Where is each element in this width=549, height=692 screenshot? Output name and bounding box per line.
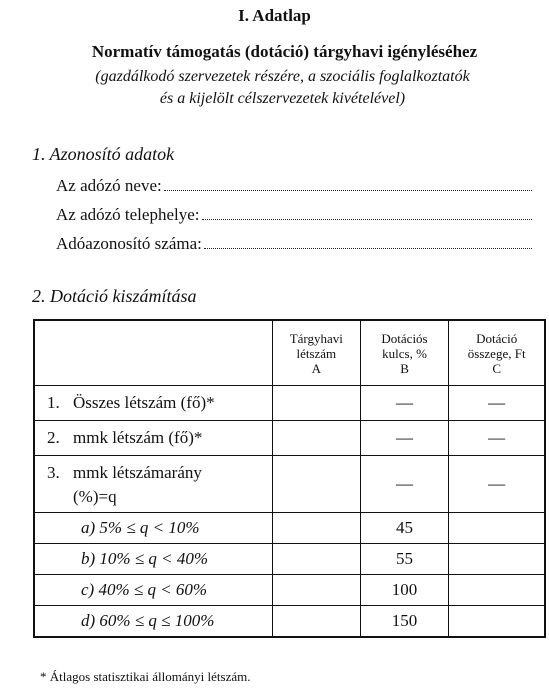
table-row [34, 513, 545, 544]
table-row [34, 544, 545, 575]
column-c-line2: összege, Ft [467, 345, 526, 361]
column-a-line1: Tárgyhavi [289, 330, 343, 346]
form-note-line1: (gazdálkodó szervezetek részére, a szociális foglalkoztatók [95, 68, 470, 85]
form-subtitle: Normatív támogatás (dotáció) tárgyhavi igényléséhez [91, 42, 478, 61]
subrow-c-amount[interactable] [449, 575, 545, 606]
cell-mmk-headcount-b: — [360, 421, 449, 456]
column-header-a [272, 320, 360, 386]
subrow-a-rate: 45 [360, 513, 449, 544]
row-number: 2. [47, 428, 60, 447]
form-note-line2: és a kijelölt célszervezetek kivételével) [159, 90, 406, 107]
subrow-label-a: a) 5% ≤ q < 10% [34, 513, 272, 544]
subrow-d-cell-a [272, 606, 360, 638]
table-row [34, 421, 545, 456]
column-b-line2: kulcs, % [382, 345, 427, 361]
column-b-letter: B [400, 360, 409, 376]
cell-total-headcount-b: — [360, 386, 449, 421]
cell-total-headcount-a[interactable] [272, 386, 360, 421]
table-row [34, 575, 545, 606]
row-label-text: Összes létszám (fő)* [73, 393, 215, 412]
subrow-label-c: c) 40% ≤ q < 60% [34, 575, 272, 606]
cell-mmk-headcount-c: — [449, 421, 545, 456]
taxpayer-name-field[interactable] [56, 176, 532, 196]
taxpayer-site-label: Az adózó telephelye: [56, 205, 200, 224]
subrow-b-amount[interactable] [449, 544, 545, 575]
cell-mmk-headcount-a[interactable] [272, 421, 360, 456]
column-a-line2: létszám [296, 345, 337, 361]
column-header-b [360, 320, 449, 386]
column-b-line1: Dotációs [381, 330, 428, 346]
taxpayer-name-label: Az adózó neve: [56, 176, 162, 195]
subrow-d-amount[interactable] [449, 606, 545, 638]
form-note [8, 66, 549, 110]
subrow-b-cell-a [272, 544, 360, 575]
column-header-c [449, 320, 545, 386]
row-number: 3. [47, 463, 60, 482]
taxpayer-name-dotted-line[interactable] [164, 176, 532, 191]
taxpayer-site-field[interactable] [56, 205, 532, 225]
row-number: 1. [47, 393, 60, 412]
table-row [34, 606, 545, 638]
tax-id-field[interactable] [56, 234, 532, 254]
subrow-d-rate: 150 [360, 606, 449, 638]
row-label-mmk-ratio [34, 456, 272, 513]
calculation-table [33, 319, 546, 638]
subrow-label-d: d) 60% ≤ q ≤ 100% [34, 606, 272, 638]
taxpayer-site-dotted-line[interactable] [202, 205, 533, 220]
tax-id-dotted-line[interactable] [204, 234, 532, 249]
cell-total-headcount-c: — [449, 386, 545, 421]
subrow-label-b: b) 10% ≤ q < 40% [34, 544, 272, 575]
table-row [34, 456, 545, 513]
row-label-text-line2: (%)=q [73, 487, 117, 506]
subrow-a-amount[interactable] [449, 513, 545, 544]
row-label-text: mmk létszámarány [73, 463, 202, 482]
row-label-total-headcount [34, 386, 272, 421]
table-row [34, 386, 545, 421]
cell-mmk-ratio-b: — [360, 456, 449, 513]
table-header-empty [34, 320, 272, 386]
subrow-a-cell-a [272, 513, 360, 544]
subrow-c-rate: 100 [360, 575, 449, 606]
section-identification-title: 1. Azonosító adatok [32, 144, 175, 164]
section-calculation-title: 2. Dotáció kiszámítása [32, 286, 197, 306]
row-label-mmk-headcount [34, 421, 272, 456]
form-title: I. Adatlap [238, 6, 311, 25]
column-c-letter: C [492, 360, 502, 376]
table-header-row [34, 320, 545, 386]
subrow-c-cell-a [272, 575, 360, 606]
footnote: * Átlagos statisztikai állományi létszám. [40, 669, 251, 684]
row-label-text: mmk létszám (fő)* [73, 428, 203, 447]
subrow-b-rate: 55 [360, 544, 449, 575]
column-a-letter: A [311, 360, 322, 376]
tax-id-label: Adóazonosító száma: [56, 234, 202, 253]
cell-mmk-ratio-c: — [449, 456, 545, 513]
cell-mmk-ratio-a[interactable] [272, 456, 360, 513]
column-c-line1: Dotáció [476, 330, 518, 346]
